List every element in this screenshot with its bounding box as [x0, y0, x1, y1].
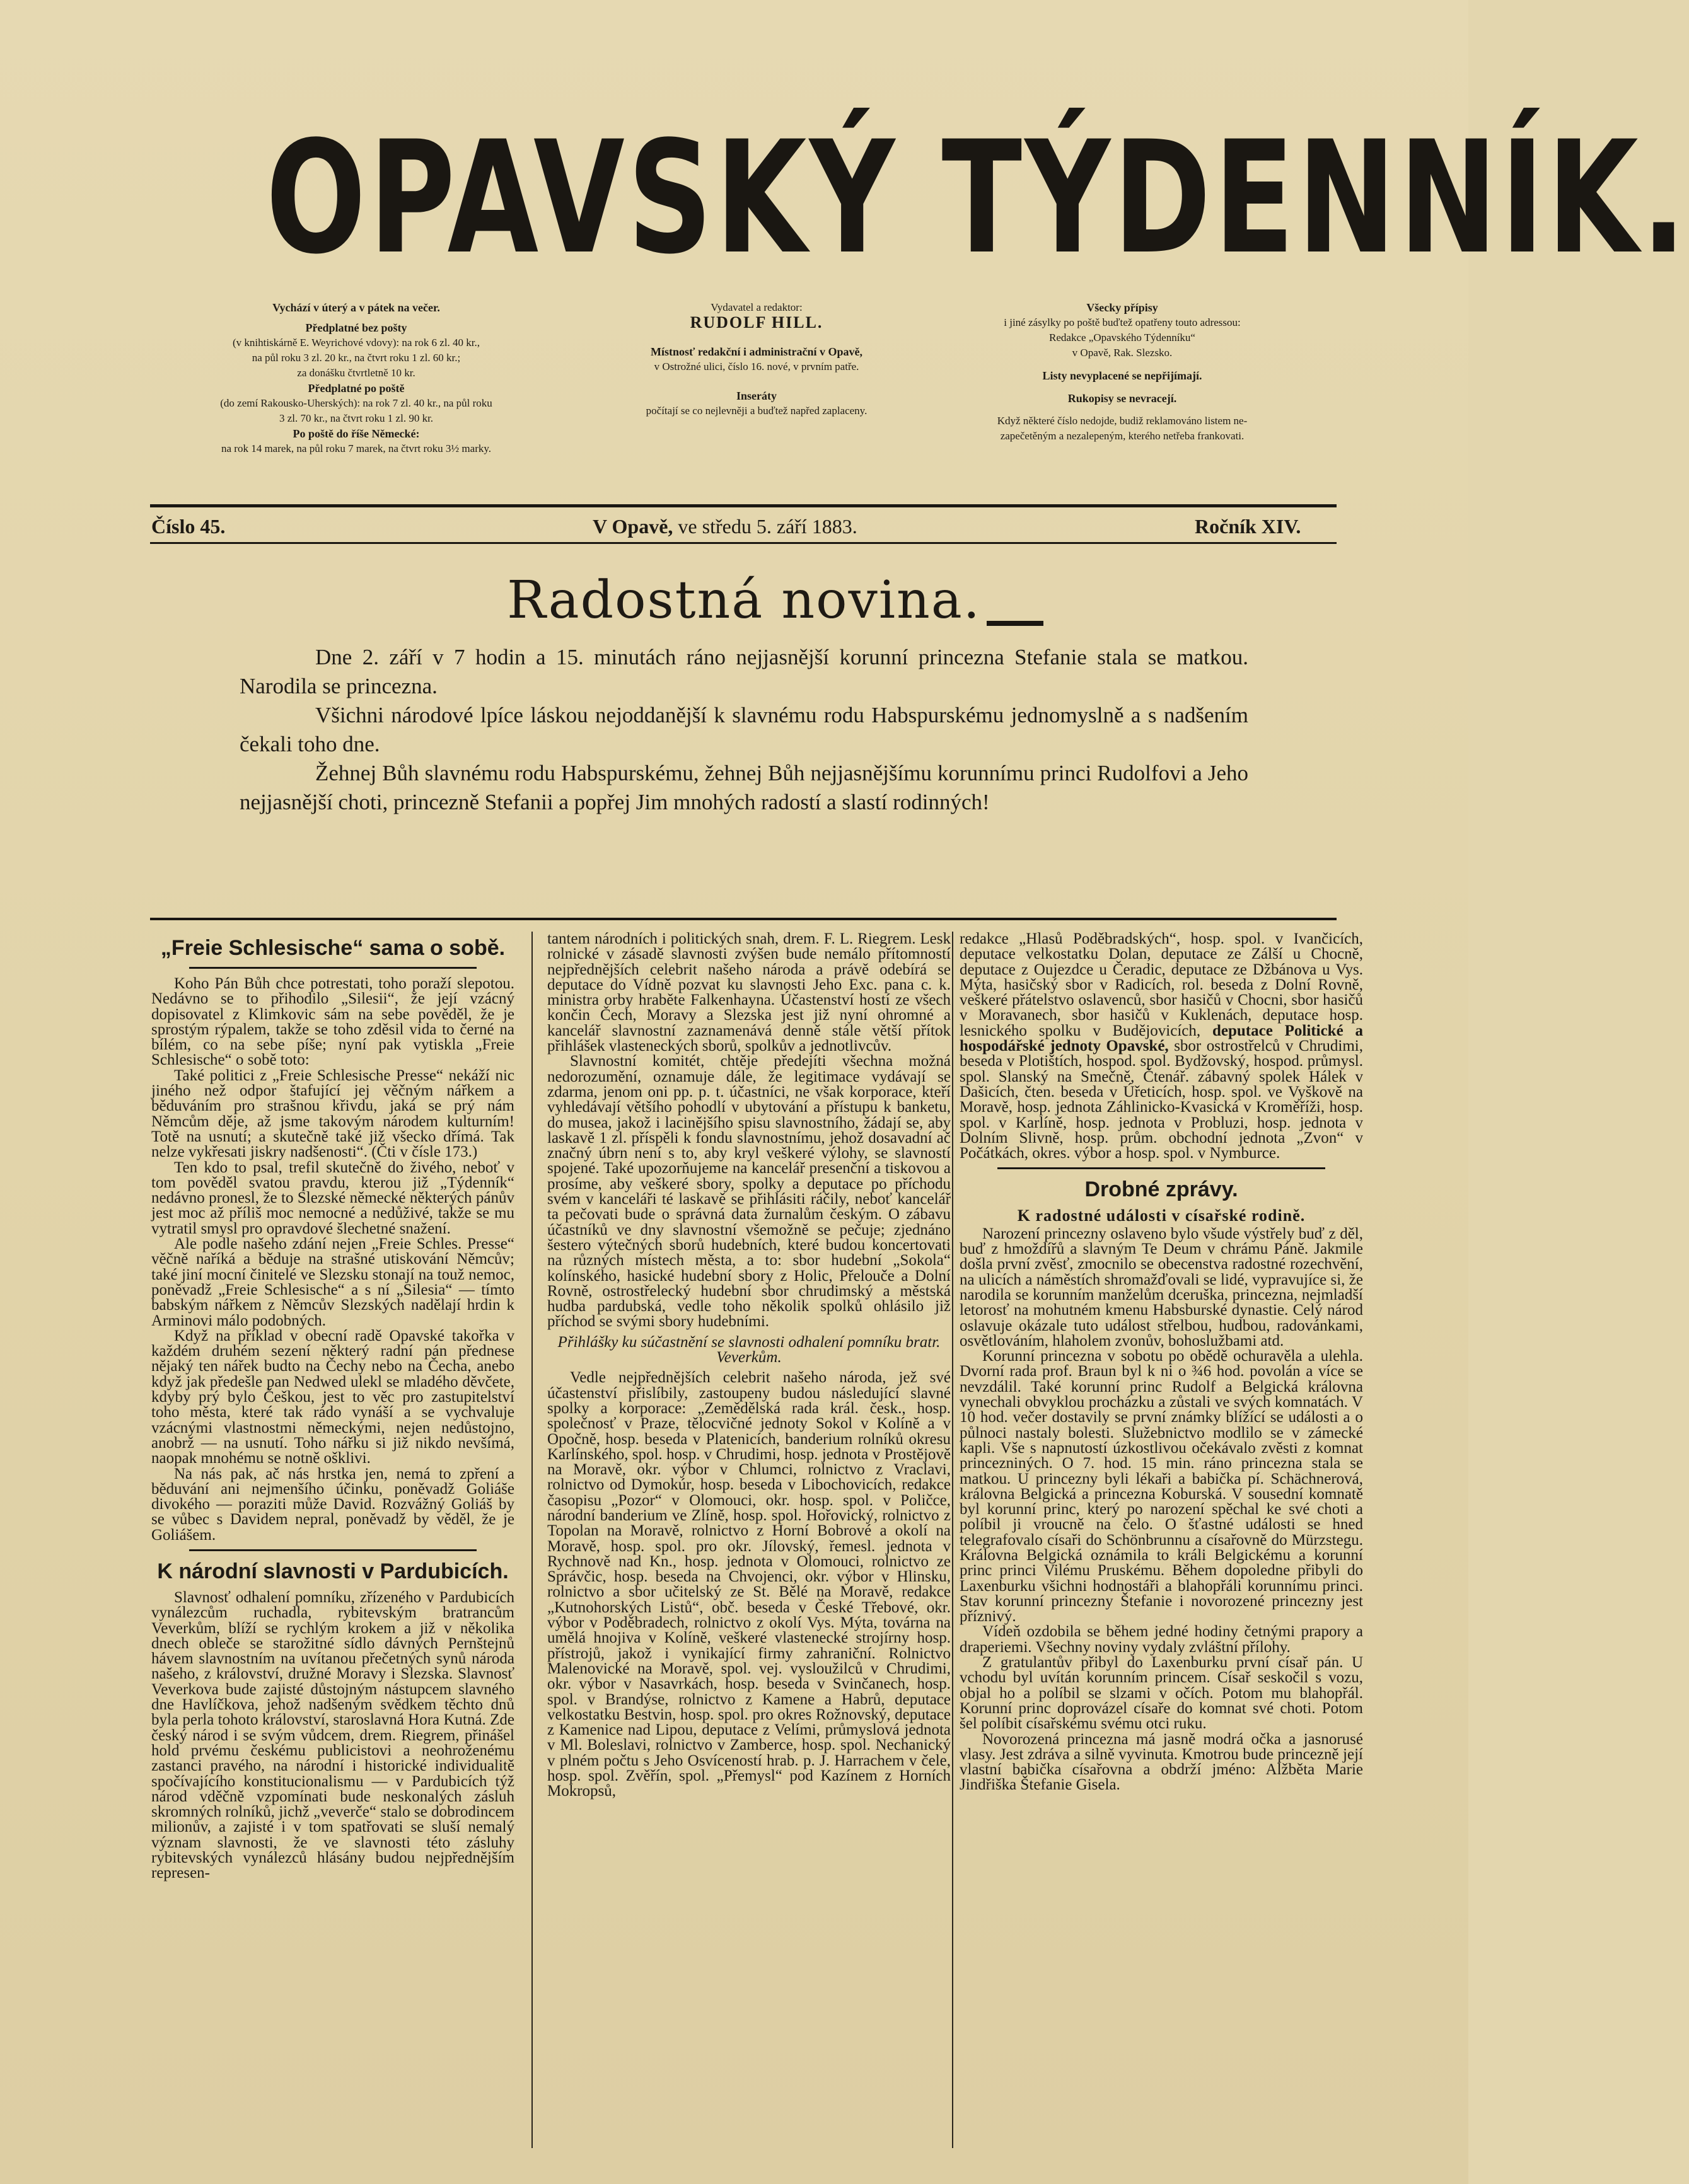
heading-underline — [189, 967, 477, 969]
info-line: Místnosť redakční i administrační v Opavě, — [650, 345, 863, 358]
info-line: Vychází v úterý a v pátek na večer. — [272, 301, 440, 314]
headline-underline — [987, 621, 1043, 626]
column-2 — [547, 932, 951, 2148]
correspondence-info — [946, 300, 1299, 444]
info-line: v Ostrožné ulici, číslo 16. nové, v prvním patře. — [654, 361, 859, 373]
editor-info — [586, 300, 927, 419]
info-line: Předplatné bez pošty — [305, 321, 407, 334]
column-1 — [151, 932, 514, 2148]
info-line: i jiné zásylky po poště buďtež opatřeny touto adressou: — [1004, 316, 1241, 328]
editor-name: RUDOLF HILL. — [690, 313, 823, 332]
issue-volume: Ročník XIV. — [1195, 515, 1301, 538]
info-line: 3 zl. 70 kr., na čtvrt roku 1 zl. 90 kr. — [279, 412, 434, 424]
article-paragraph: Ten kdo to psal, trefil skutečně do živého, neboť v tom pověděl svatou pravdu, kterou již „Týdenník“ nedávno pronesl, že to Slezské německé některých pánův jest moc až příliš moc nemocné a nedůživé, takže se mu vytratil smysl pro opravdové šlechetné snažení. — [151, 1158, 514, 1237]
article-paragraph: Koho Pán Bůh chce potrestati, toho poraží slepotou. Nedávno se to přihodilo „Silesii“, že její vzácný dopisovatel z Klimkovic sám na sebe pověděl, že je sprostým rýpalem, takže se toho zděsil vida to černé na bílém, co na sebe píše; nyní pak vytiskla „Freie Schlesische“ o sobě toto: — [151, 975, 514, 1069]
info-line: Inseráty — [736, 390, 777, 402]
article-paragraph: Z gratulantův přibyl do Laxenburku první císař pán. U vchodu byl uvítán korunním princem. Císař seskočil s vozu, objal ho a políbil se slzami v očích. Potom mu blahopřál. Korunní princ doprovázel císaře do komnat své choti. Potom šel políbit císařskému svému otci ruku. — [960, 1654, 1363, 1733]
announcement-paragraph: Dne 2. září v 7 hodin a 15. minutách ráno nejjasnější korunní princezna Stefanie stala se matkou. Narodila se princezna. — [240, 645, 1248, 698]
issue-date: V Opavě, ve středu 5. září 1883. — [593, 515, 857, 538]
info-line: (do zemí Rakousko-Uherských): na rok 7 zl. 40 kr., na půl roku — [220, 397, 492, 409]
column-3 — [960, 932, 1363, 2148]
article-heading: „Freie Schlesische“ sama o sobě. — [160, 936, 506, 960]
info-line: Rukopisy se nevracejí. — [1067, 392, 1177, 405]
article-paragraph: Také politici z „Freie Schlesische Presse“ nekáží nic jiného než odpor štafující jej věčným nářkem a běduváním pro strašnou křivdu, jaká se prý nám Němcům děje, až jsme takovým národem kulturním! Totě na usnutí; a skutečně také již všecko dřímá. Tak nelze vykřesati jiskry nadšenosti“. (Čti v čísle 173.) — [151, 1066, 514, 1161]
info-line: Vydavatel a redaktor: — [711, 301, 803, 313]
announcement — [240, 643, 1248, 817]
info-line: na půl roku 3 zl. 20 kr., na čtvrt roku 1 zl. 60 kr.; — [252, 352, 461, 364]
article-heading: K radostné události v císařské rodině. — [1017, 1206, 1306, 1225]
headline: Radostná novina. — [507, 570, 981, 630]
column-separator — [952, 932, 953, 2148]
info-line: (v knihtiskárně E. Weyrichové vdovy): na rok 6 zl. 40 kr., — [232, 337, 480, 349]
info-line: Když některé číslo nedojde, budiž reklamováno listem ne- — [997, 415, 1248, 427]
article-paragraph: Když na příklad v obecní radě Opavské takořka v každém druhém sezení některý radní pán přednese nějaký ten nářek budto na Čechy nebo na Čecha, anebo když jak předešle pan Nedwed ulekl se mladého děvčete, kdyby prý bylo Češkou, jest to věc pro zastupitelství toho města, které tak rádo vynáší a se vychvaluje vzácnými vlastnostmi německými, nejen nedůstojno, anobrž — na usnutí. Toho nářku si již nikdo nevšímá, naopak mnohému se notně ošklivi. — [151, 1327, 514, 1467]
article-paragraph: redakce „Hlasů Poděbradských“, hosp. spol. v Ivančicích, deputace velkostatku Dolan, deputace ze Zálší u Chocně, deputace z Oujezdce u Čeradic, deputace ze Džbánova u Vys. Mýta, hasičský sbor v Radicích, rol. beseda z Dolní Rovně, veškeré přátelstvo oslavenců, sbor hasičů v Chocni, sbor hasičů v Moravanech, sbor hasičů v Kuklenách, deputace hosp. lesnického spolku v Budějovicích, deputace Politické a hospodářské jednoty Opavské, sbor ostrostřelců v Chrudimi, beseda v Plotištích, hospod. spol. Bydžovský, hospod. průmysl. spol. Slanský na Smečně, Čtenář. zábavný spolek Hálek v Dašicích, čten. beseda v Úřeticích, hosp. spol. ve Vyškově na Moravě, hosp. jednota Záhlinicko-Kvasická v Kroměříži, hosp. spol. v Karlíně, hosp. jednota v Probluzi, hosp. jednota v Dolním Slivně, hosp. prům. obchodní jednota „Zvon“ v Počátkách, okres. výbor a hosp. spol. v Nymburce. — [960, 930, 1364, 1162]
subscription-info — [164, 300, 548, 456]
info-line: Všecky přípisy — [1086, 301, 1158, 314]
article-paragraph: Slavnostní komitét, chtěje předejíti všechna možná nedorozumění, oznamuje dále, že legitimace vydávají se zdarma, jenom oni pp. p. t. účastníci, ne však korporace, kteří vyhledávají většího pohodlí v ubytování a přístupu k banketu, do musea, jakož i lacinějšího spisu slavnostního, žádají se, aby laskavě 1 zl. příspěli k fondu slavnostnímu, jehož dosavadní ač značný úbrn není s to, aby kryl veškeré výlohy, se slavností spojené. Také upozorňujeme na kancelář presenční a tiskovou a prosíme, aby veškeré sbory, spolky a deputace po příchodu svém v kanceláři té laskavě se přihlásiti ráčily, neboť kancelář ta pečovati bude o správná data žurnalům českým. O zábavu účastníků ve dny slavnostní všemožně se pečuje; zjednáno šestero výtečných sborů hudebních, které budou koncertovati na různých místech města, a to: sbor hudební „Sokola“ kolínského, hasické hudební sbory z Holic, Přelouče a Dolní Rovně, ostrostřelecký hudební sbor chrudimský a městská hudba pardubská, vedle toho několik spolků ohlásilo již příchod se svými sbory hudebními. — [547, 1053, 951, 1331]
article-separator — [189, 1549, 477, 1551]
issue-top-rule — [150, 504, 1337, 507]
article-paragraph: Na nás pak, ač nás hrstka jen, nemá to zpření a běduvání ani nejmenšího účinku, poněvadž Goliáše divokého — poraziti může David. Rozvážný Goliáš by se vůbec s Davidem nepral, poněvadž by věděl, že je Goliášem. — [151, 1465, 514, 1544]
info-line: v Opavě, Rak. Slezsko. — [1072, 347, 1173, 359]
info-line: Redakce „Opavského Týdenníku“ — [1049, 332, 1195, 344]
info-line: na rok 14 marek, na půl roku 7 marek, na čtvrt roku 3½ marky. — [221, 442, 492, 454]
info-line: zapečetěným a nezalepeným, kterého netřeba frankovati. — [1000, 430, 1245, 442]
issue-bottom-rule — [150, 542, 1337, 544]
announcement-paragraph: Žehnej Bůh slavnému rodu Habspurskému, žehnej Bůh nejjasnějšímu korunnímu princi Rudolfovi a Jeho nejjasnější choti, princezně Stefanii a popřej Jim mnohých radostí a slastí rodinných! — [240, 761, 1248, 814]
info-line: Listy nevyplacené se nepřijímají. — [1042, 369, 1202, 382]
article-paragraph: Novorozená princezna má jasně modrá očka a jasnorusé vlasy. Jest zdráva a silně vyvinuta. Kmotrou bude princezně její vlastní babička císařovna a obdrží jméno: Alžběta Marie Jindřiška Štefanie Gisela. — [960, 1730, 1363, 1794]
info-line: počítají se co nejlevněji a buďtež napřed zaplaceny. — [646, 405, 868, 417]
article-paragraph: Slavnosť odhalení pomníku, zřízeného v Pardubicích vynálezcům ruchadla, rybitevským bratrancům Veverkům, blíží se rychlým krokem a již v několika dnech obleče se starožitné sídlo dávných Pernštejnů hávem slavnostním na uvítanou přečetných synů národa našeho, z království, družné Moravy i Slezska. Slavnosť Veverkova bude zajisté důstojným nástupcem slavného dne Havlíčkova, jehož nadšeným svědkem těchto dnů byla perla tohoto království, staroslavná Hora Kutná. Zde český národ i se svým vůdcem, drem. Riegrem, přinášel hold prvému českému publicistovi a neohroženému zastanci pravého, na národní i historické individualitě spočívajícího konstitucionalismu — v Pardubicích týž národ vděčně vzpomínati bude neskonalých zásluh skromných rolníků, jichž „veverče“ stalo se dobrodincem milionův, a zajisté i v tom spatřovati se sluší nemalý význam slavnosti, že ve slavnosti této zásluhy rybitevských vynálezců hlásány budou nejpřednějším represen- — [151, 1588, 514, 1882]
section-rule — [150, 918, 1337, 920]
article-separator — [997, 1167, 1325, 1169]
article-paragraph: Narození princezny oslaveno bylo všude výstřely buď z děl, buď z hmoždířů a slavným Te Deum v chrámu Páně. Jakmile došla první zvěsť, zmocnilo se obecenstva radostné rozechvění, na ulicích a náměstích shromažďovali se lidé, vypravujíce si, že narodila se korunním manželům dceruška, princezna, nejmladší letorosť na mohutném kmenu Habsburské dynastie. Celý národ oslavuje okázale tuto událost střelbou, hudbou, radovánkami, osvětlováním, hlaholem zvonův, bohoslužbami atd. — [960, 1225, 1363, 1349]
article-paragraph: tantem národních i politických snah, drem. F. L. Riegrem. Lesk rolnické v zásadě slavnosti zvýšen bude nemálo přítomností nejpřednějších celebrit našeho národa a právě odebírá se deputace do Vídně pozvat ku slavnosti Jeho Exc. pana c. k. ministra orby hraběte Falkenhayna. Účastenství hostí ze všech končin Čech, Moravy a Slezska jest již nyní ohromné a kancelář slavnostní zaznamenává denně stále větší přítok přihlášek vlasteneckých sborů, spolkův a jednotlivcův. — [547, 930, 951, 1055]
article-heading: K národní slavnosti v Pardubicích. — [157, 1559, 509, 1583]
masthead-title: OPAVSKÝ TÝDENNÍK. — [265, 108, 1689, 289]
announcement-paragraph: Všichni národové lpíce láskou nejoddanější k slavnému rodu Habspurskému jednomyslně a s nadšením čekali toho dne. — [240, 703, 1248, 756]
article-paragraph: Korunní princezna v sobotu po obědě ochuravěla a ulehla. Dvorní rada prof. Braun byl k ni o ¾6 hod. povolán a více se nevzdálil. Také korunní princ Rudolf a Belgická královna vynechali obvyklou procházku a zůstali ve svých komnatách. V 10 hod. večer dostavily se první známky blížící se události a o půlnoci nastaly bolesti. Služebnictvo modlilo se v zámecké kapli. Vše s napnutostí úzkostlivou očekávalo zvěsti z komnat princezniných. O 7. hod. 15 min. ráno princezna stala se matkou. U princezny byli lékaři a babička pí. Schächnerová, královna Belgická a princezna Koburská. V sousední komnatě byl korunní princ, který po narození spěchal ke své choti a políbil ji vroucně na čelo. O šťastné události se hned telegrafovalo císaři do Schönbrunnu a císařovně do Mürzstegu. Královna Belgická oznámila to králi Belgickému a korunní princ princi Vilému Pruskému. Během dopoledne přibyli do Laxenburku všichni hodnostáři a blahopřáli korunnímu princi. Stav korunní princezny Štefanie i novorozené princezny jest příznivý. — [960, 1348, 1363, 1626]
section-heading: Drobné zprávy. — [1084, 1177, 1238, 1202]
info-line: za donášku čtvrtletně 10 kr. — [297, 367, 415, 379]
article-paragraph: Ale podle našeho zdání nejen „Freie Schles. Presse“ věčně naříká a běduje na strašné utiskování Němcův; také jiní mocní činitelé ve Slezsku stonají na touž nemoc, poněvadž „Freie Schlesische“ a s ní „Silesia“ — tímto babským nářkem z Němcův Slezských nadělají hrdin k Arminovi málo podobných. — [151, 1235, 514, 1329]
article-paragraph: Vídeň ozdobila se během jedné hodiny četnými prapory a draperiemi. Všechny noviny vydaly zvláštní přílohy. — [960, 1623, 1363, 1656]
article-paragraph: Vedle nejpřednějších celebrit našeho národa, jež své účastenství přislíbily, zastoupeny budou následující slavné spolky a korporace: „Zemědělská rada král. česk., hosp. společnosť v Praze, tělocvičné jednoty Sokol v Kolíně a v Opočně, hosp. beseda v Platenicích, banderium rolníků okresu Karlínského, spol. hosp. v Chrudimi, hosp. jednota v Prostějově na Moravě, okr. výbor v Chlumci, rolnictvo z Vraclavi, rolnictvo od Dymokúr, hosp. beseda v Libochovicích, redakce časopisu „Pozor“ v Olomouci, okr. hosp. spol. v Poličce, národní banderium ve Zlíně, hosp. spol. Hořovický, rolnictvo z Topolan na Moravě, rolnictvo z Horní Bobrové a okolí na Moravě, hosp. spol. pro okr. Jílovský, řemesl. jednota v Rychnově nad Kn., hosp. jednota v Olomouci, rolnictvo ze Správčic, hosp. beseda na Chvojenci, okr. výbor v Hlinsku, rolnictvo a sbor učitelský ze St. Bělé na Moravě, redakce „Kutnohorských Listů“, obč. beseda v České Třebové, okr. výbor v Poděbradech, rolnictvo z okolí Vys. Mýta, továrna na umělá hnojiva v Kolíně, veškeré vlastenecké strojírny hosp. přístrojů, jakož i vynikající firmy zahraniční. Rolnictvo Malenovické na Moravě, spol. vej. vysloužilců v Chrudimi, okr. výbor v Nasavrkách, hosp. beseda v Svinčanech, hosp. spol. v Brandýse, rolnictvo z Kamene a Habrů, deputace velkostatku Bestvin, hosp. spol. pro okres Rožnovský, deputace z Kamenice nad Lipou, deputace z Velími, průmyslová jednota v Ml. Boleslavi, rolnictvo v Zamberce, hosp. spol. Nechanický v plném počtu s Jeho Osvíceností hrab. p. J. Harrachem v čele, hosp. spol. Zvěřín, spol. „Přemysl“ pod Kazínem z Horních Mokropsů, — [547, 1369, 951, 1800]
subheading: Přihlášky ku súčastnění se slavnosti odhalení pomníku bratr. Veverkům. — [557, 1333, 941, 1366]
info-line: Po poště do říše Německé: — [293, 427, 420, 440]
issue-number: Číslo 45. — [151, 515, 226, 538]
column-separator — [531, 932, 533, 2148]
info-line: Předplatné po poště — [308, 382, 405, 395]
